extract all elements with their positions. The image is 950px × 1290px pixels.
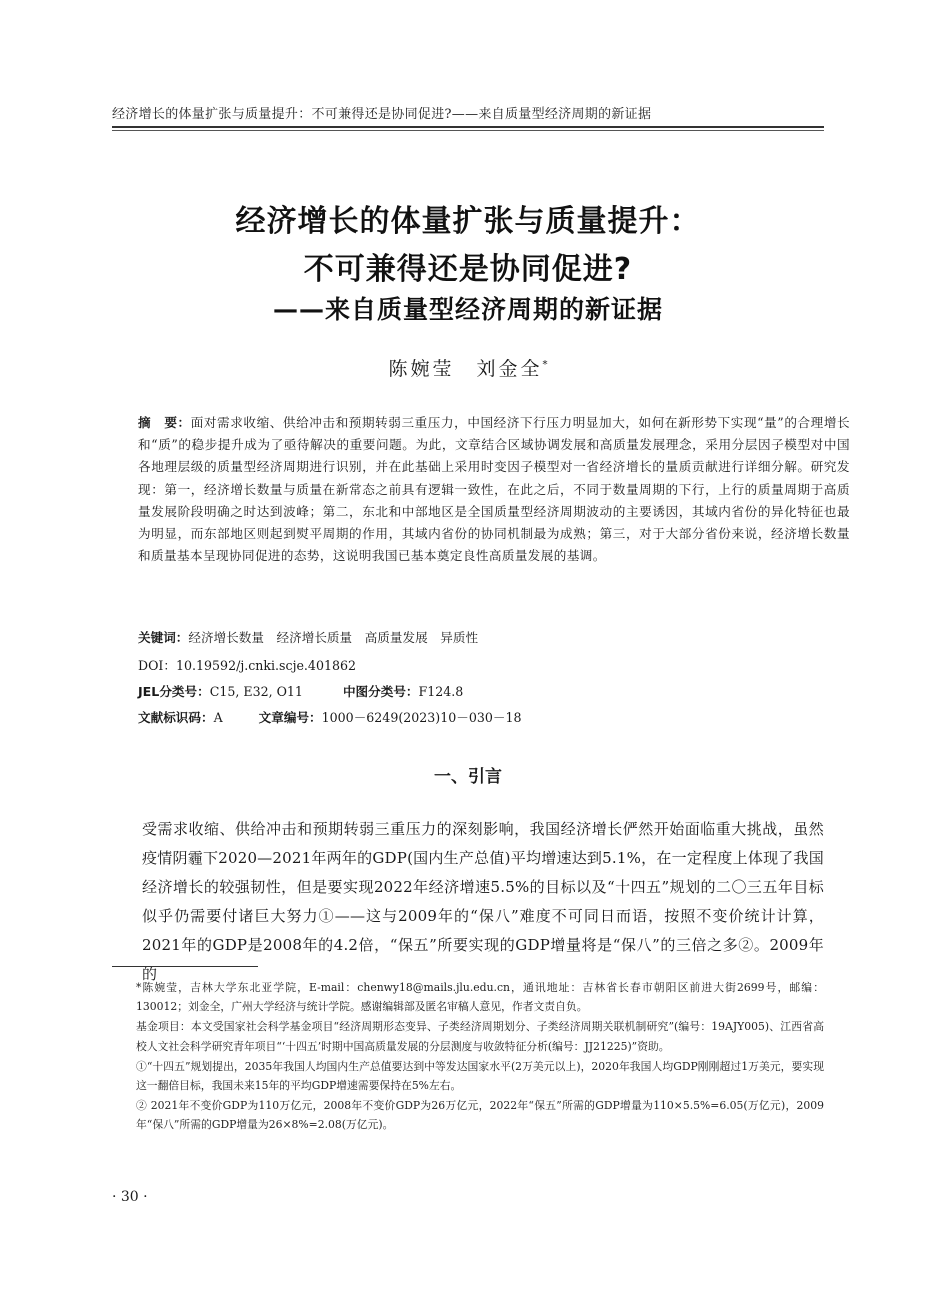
author-footnote-mark: * (542, 359, 548, 371)
author-line (112, 354, 824, 381)
page-number: · 30 · (112, 1189, 148, 1205)
header-rule-thin (112, 130, 824, 131)
article-number-value: 1000－6249(2023)10－030－18 (321, 710, 522, 725)
classification-codes (138, 681, 463, 700)
document-codes (138, 707, 522, 726)
footnote-fund: 基金项目：本文受国家社会科学基金项目“经济周期形态变异、子类经济周期划分、子类经济周期关联机制研究”(编号：19AJY005)、江西省高校人文社会科学研究青年项目“‘十四五’时期中国高质量发展的分层测度与收敛特征分析(编号：JJ21225)”资助。 (136, 1020, 824, 1053)
running-header: 经济增长的体量扩张与质量提升：不可兼得还是协同促进?——来自质量型经济周期的新证据 (112, 107, 652, 122)
footnotes (112, 978, 824, 1136)
clc-label: 中图分类号： (342, 684, 419, 699)
doi: DOI：10.19592/j.cnki.scje.401862 (138, 658, 357, 673)
paper-title-line-1: 经济增长的体量扩张与质量提升： (235, 204, 701, 239)
footnote-2: ② 2021年不变价GDP为110万亿元，2008年不变价GDP为26万亿元，2022年“保五”所需的GDP增量为110×5.5%=6.05(万亿元)，2009年“保八”所需的GDP增量为26×8%=2.08(万亿元)。 (136, 1099, 824, 1132)
paper-subtitle: ——来自质量型经济周期的新证据 (272, 295, 663, 324)
jel-label: JEL分类号： (138, 684, 210, 699)
footnote-rule (112, 966, 258, 967)
header-rule (112, 126, 824, 128)
jel-value: C15, E32, O11 (209, 684, 303, 699)
body-paragraph-text: 受需求收缩、供给冲击和预期转弱三重压力的深刻影响，我国经济增长俨然开始面临重大挑战，虽然疫情阴霾下2020—2021年两年的GDP(国内生产总值)平均增速达到5.1%，在一定程度上体现了我国经济增长的较强韧性，但是要实现2022年经济增速5.5%的目标以及“十四五”规划的二〇三五年目标似乎仍需要付诸巨大努力①——这与2009年的“保八”难度不可同日而语，按照不变价统计计算，2021年的GDP是2008年的4.2倍，“保五”所要实现的GDP增量将是“保八”的三倍之多②。2009年的 (142, 820, 824, 983)
author-names: 陈婉莹 刘金全 (388, 358, 543, 380)
keywords-text: 经济增长数量 经济增长质量 高质量发展 异质性 (188, 630, 479, 645)
abstract-text: 面对需求收缩、供给冲击和预期转弱三重压力，中国经济下行压力明显加大，如何在新形势下实现“量”的合理增长和“质”的稳步提升成为了亟待解决的重要问题。为此，文章结合区域协调发展和高质量发展理念，采用分层因子模型对中国各地理层级的质量型经济周期进行识别，并在此基础上采用时变因子模型对一省经济增长的量质贡献进行详细分解。研究发现：第一，经济增长数量与质量在新常态之前具有逻辑一致性，在此之后，不同于数量周期的下行，上行的质量周期于高质量发展阶段明确之时达到波峰；第二，东北和中部地区是全国质量型经济周期波动的主要诱因，其域内省份的异化特征也最为明显，而东部地区则起到熨平周期的作用，其域内省份的协同机制最为成熟；第三，对于大部分省份来说，经济增长数量和质量基本呈现协同促进的态势，这说明我国已基本奠定良性高质量发展的基调。 (138, 415, 850, 564)
footnote-author: *陈婉莹，吉林大学东北亚学院，E-mail：chenwy18@mails.jlu.edu.cn，通讯地址：吉林省长春市朝阳区前进大街2699号，邮编：130012；刘金全，广州大学经济与统计学院。感谢编辑部及匿名审稿人意见，作者文责自负。 (136, 981, 824, 1014)
abstract-label: 摘 要： (138, 415, 191, 430)
clc-value: F124.8 (418, 684, 464, 699)
document-code-label: 文献标识码： (138, 710, 214, 725)
body-paragraph (112, 815, 824, 989)
document-code-value: A (213, 710, 223, 725)
paper-title-line-2: 不可兼得还是协同促进? (303, 252, 633, 287)
section-heading-introduction: 一、引言 (434, 767, 502, 787)
footnote-1: ①“十四五”规划提出，2035年我国人均国内生产总值要达到中等发达国家水平(2万美元以上)，2020年我国人均GDP刚刚超过1万美元，要实现这一翻倍目标，我国未来15年的平均GDP增速需要保持在5%左右。 (136, 1059, 824, 1093)
keywords-label: 关键词： (138, 630, 189, 645)
keywords (138, 627, 478, 646)
abstract (112, 412, 850, 567)
article-number-label: 文章编号： (258, 710, 322, 725)
